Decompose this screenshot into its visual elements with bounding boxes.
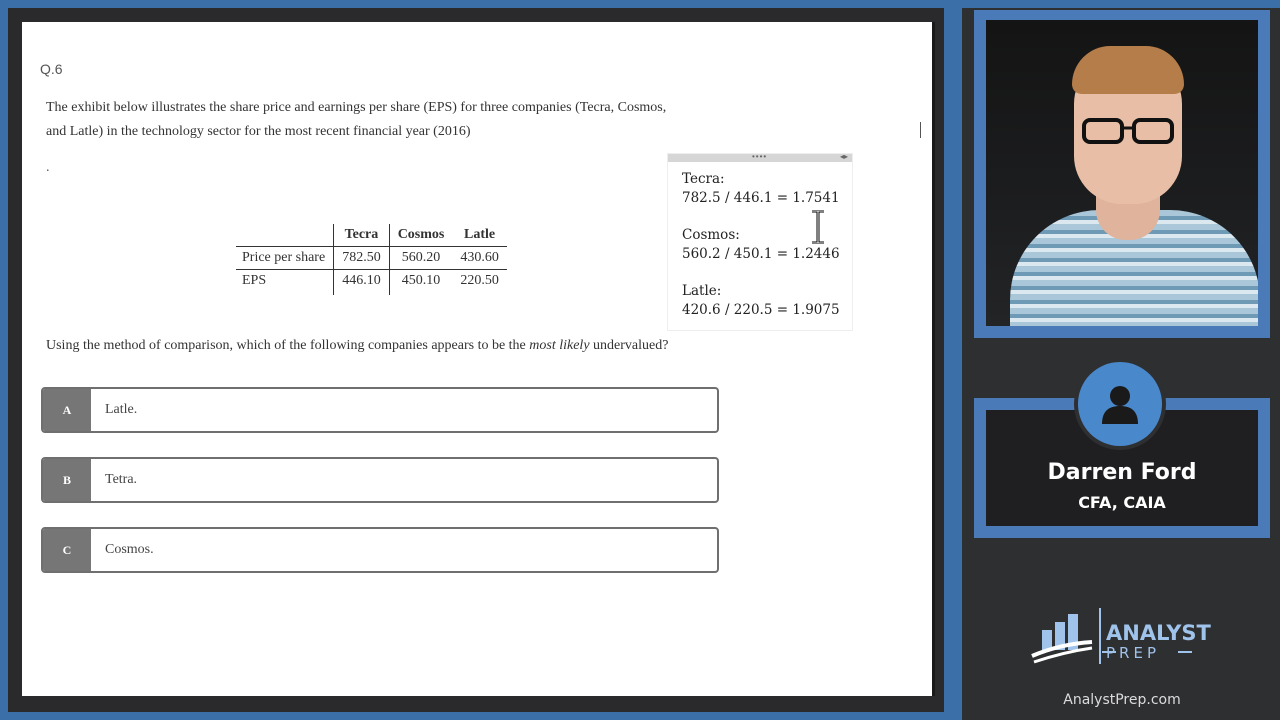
table-cell: 782.50 <box>334 247 390 270</box>
logo-wordmark-top: ANALYST <box>1106 621 1211 645</box>
option-a[interactable] <box>41 387 719 433</box>
option-c[interactable] <box>41 527 719 573</box>
exhibit-table <box>236 224 507 295</box>
calc-entry-tecra <box>682 170 852 208</box>
ibeam-cursor-icon <box>811 210 825 244</box>
prompt-text-end: undervalued? <box>589 338 669 353</box>
table-cell: 560.20 <box>389 247 452 270</box>
stray-dot: . <box>46 160 50 175</box>
table-row <box>236 247 507 270</box>
calculation-note-panel[interactable] <box>667 153 853 331</box>
question-prompt <box>46 338 766 354</box>
exhibit-header-latle: Latle <box>452 224 507 247</box>
presenter-credentials: CFA, CAIA <box>1078 493 1166 512</box>
exhibit-header-tecra: Tecra <box>334 224 390 247</box>
prompt-text: Using the method of comparison, which of the following companies appears to be the <box>46 338 530 353</box>
grip-icon: •••• <box>752 152 768 161</box>
option-letter: A <box>43 389 91 431</box>
intro-line-1: The exhibit below illustrates the share price and earnings per share (EPS) for three companies (Tecra, Cosmos, <box>46 100 667 115</box>
presenter-avatar <box>1074 358 1166 450</box>
table-row <box>236 270 507 296</box>
frame-divider <box>944 0 962 720</box>
frame-border-bottom <box>0 712 962 720</box>
exhibit-header-cosmos: Cosmos <box>389 224 452 247</box>
option-b[interactable] <box>41 457 719 503</box>
text-caret <box>920 122 921 138</box>
calc-entry-formula: 560.2 / 450.1 = 1.2446 <box>682 246 840 262</box>
row-label: EPS <box>236 270 334 296</box>
panel-drag-handle[interactable] <box>668 154 852 162</box>
avatar-circle <box>1078 362 1162 446</box>
table-cell: 430.60 <box>452 247 507 270</box>
option-text: Tetra. <box>105 472 138 487</box>
intro-line-2: and Latle) in the technology sector for the most recent financial year (2016) <box>46 124 471 139</box>
calc-entry-name: Latle: <box>682 283 722 299</box>
question-intro <box>46 96 726 144</box>
exhibit-header-row <box>236 224 507 247</box>
presenter-name: Darren Ford <box>1047 460 1197 485</box>
frame-border-left <box>0 0 8 720</box>
calc-entry-name: Cosmos: <box>682 227 740 243</box>
option-letter: B <box>43 459 91 501</box>
exhibit-header-blank <box>236 224 334 247</box>
table-cell: 220.50 <box>460 273 499 288</box>
prompt-emphasis: most likely <box>529 338 590 353</box>
resize-arrows-icon[interactable]: ◂▸ <box>839 152 848 161</box>
user-icon <box>1098 382 1142 426</box>
presenter-hair <box>1072 46 1184 94</box>
calc-entry-name: Tecra: <box>682 171 725 187</box>
option-text: Cosmos. <box>105 542 154 557</box>
question-slide <box>22 22 935 696</box>
glasses-icon <box>1078 116 1178 146</box>
option-text: Latle. <box>105 402 138 417</box>
table-cell: 450.10 <box>401 273 441 288</box>
calc-entry-formula: 420.6 / 220.5 = 1.9075 <box>682 302 840 318</box>
presenter-video <box>986 20 1258 326</box>
frame-border-top <box>0 0 1280 8</box>
question-number: Q.6 <box>40 61 63 77</box>
calc-entry-latle <box>682 282 852 320</box>
website-url: AnalystPrep.com <box>1063 692 1181 708</box>
row-label: Price per share <box>236 247 334 270</box>
calc-entry-formula: 782.5 / 446.1 = 1.7541 <box>682 190 840 206</box>
presenter-video-frame <box>974 10 1270 338</box>
logo-wordmark-bottom: PREP <box>1106 644 1160 662</box>
table-cell: 446.10 <box>334 270 390 296</box>
calc-entry-cosmos <box>682 226 852 264</box>
option-letter: C <box>43 529 91 571</box>
